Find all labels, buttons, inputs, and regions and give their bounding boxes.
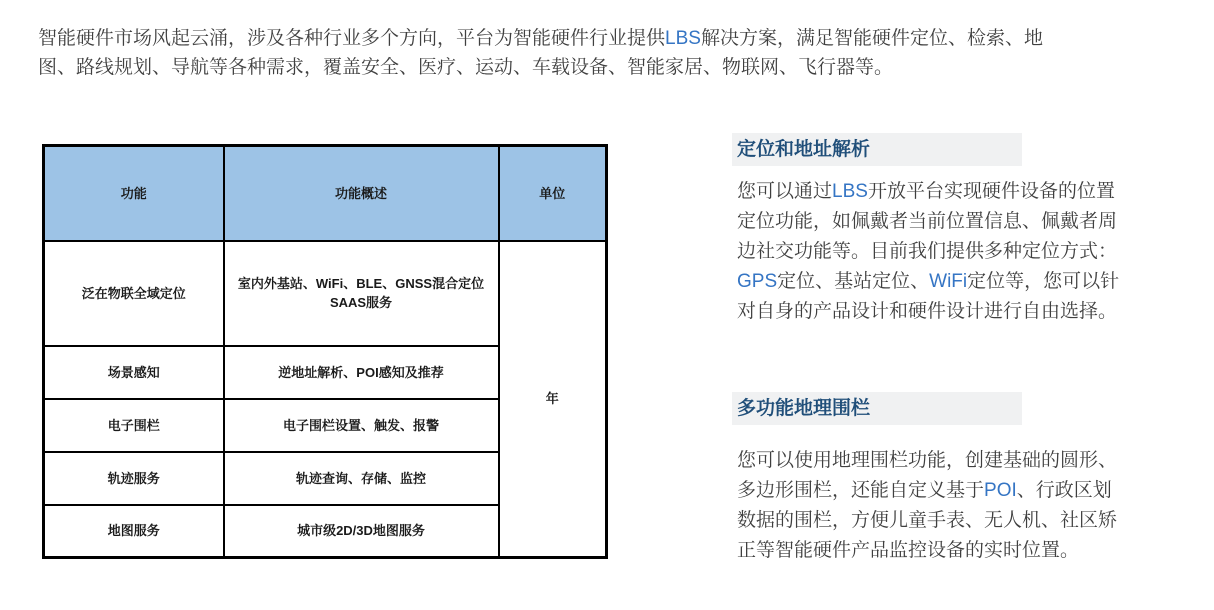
keyword-lbs: LBS <box>832 181 868 202</box>
paragraph-text: 定位、基站定位、 <box>777 271 930 292</box>
column-header-feature: 功能 <box>44 146 224 241</box>
keyword-poi: POI <box>984 480 1017 501</box>
paragraph-text: 开放平台实现硬件设备的位置定位功能，如佩戴者当前位置信息、佩戴者周边社交功能等。目前我们提供多种定位方式： <box>737 181 1118 262</box>
section-paragraph-positioning <box>737 177 1121 327</box>
keyword-wifi: WiFi <box>929 271 968 292</box>
feature-description-cell: 逆地址解析、POI感知及推荐 <box>224 346 499 399</box>
section-title-geofence: 多功能地理围栏 <box>737 398 871 419</box>
paragraph-text: 您可以通过 <box>737 181 833 202</box>
feature-name-cell: 地图服务 <box>44 505 224 558</box>
feature-name-cell: 场景感知 <box>44 346 224 399</box>
section-title-highlight-geofence <box>732 392 1022 425</box>
intro-text-after: 解决方案，满足智能硬件定位、检索、地图、路线规划、导航等各种需求，覆盖安全、医疗、运动、车载设备、智能家居、物联网、飞行器等。 <box>38 28 1043 78</box>
feature-name-cell: 电子围栏 <box>44 399 224 452</box>
features-table <box>42 144 608 559</box>
feature-description-cell: 电子围栏设置、触发、报警 <box>224 399 499 452</box>
section-title-highlight-positioning <box>732 133 1022 166</box>
paragraph-text: 、行政区划数据的围栏，方便儿童手表、无人机、社区矫正等智能硬件产品监控设备的实时位置。 <box>737 480 1118 561</box>
feature-description-cell: 城市级2D/3D地图服务 <box>224 505 499 558</box>
table-row <box>44 241 607 346</box>
paragraph-text: 您可以使用地理围栏功能，创建基础的圆形、多边形围栏，还能自定义基于 <box>737 450 1118 501</box>
section-paragraph-geofence <box>737 446 1121 566</box>
column-header-unit: 单位 <box>499 146 607 241</box>
paragraph-text: 定位等，您可以针对自身的产品设计和硬件设计进行自由选择。 <box>737 271 1120 322</box>
intro-keyword-lbs: LBS <box>665 28 701 49</box>
feature-description-cell: 室内外基站、WiFi、BLE、GNSS混合定位SAAS服务 <box>224 241 499 346</box>
feature-name-cell: 泛在物联全域定位 <box>44 241 224 346</box>
table-header-row <box>44 146 607 241</box>
intro-paragraph <box>38 24 1050 82</box>
intro-text-before: 智能硬件市场风起云涌，涉及各种行业多个方向，平台为智能硬件行业提供 <box>38 28 666 49</box>
keyword-gps: GPS <box>737 271 778 292</box>
column-header-description: 功能概述 <box>224 146 499 241</box>
unit-value-cell: 年 <box>499 241 607 558</box>
section-title-positioning: 定位和地址解析 <box>737 139 871 160</box>
feature-description-cell: 轨迹查询、存储、监控 <box>224 452 499 505</box>
feature-name-cell: 轨迹服务 <box>44 452 224 505</box>
